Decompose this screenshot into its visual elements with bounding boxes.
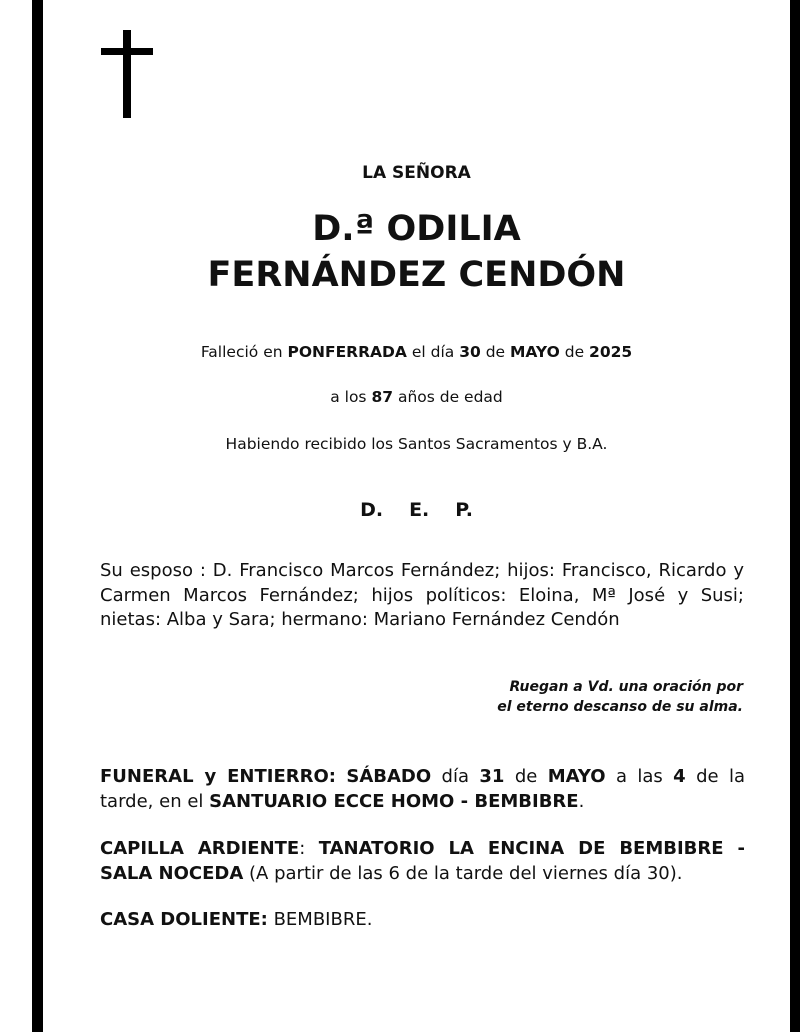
deceased-name-line1: D.ª ODILIA bbox=[312, 209, 521, 249]
prayer-request: Ruegan a Vd. una oración por el eterno descanso de su alma. bbox=[497, 679, 743, 715]
header-label: LA SEÑORA bbox=[362, 163, 471, 183]
family-list: Su esposo : D. Francisco Marcos Fernández; hijos: Francisco, Ricardo y Carmen Marcos Fernández; hijos políticos: Eloina, Mª José y Susi; nietas: Alba y Sara; hermano: Mariano Fernández Cendón bbox=[100, 560, 744, 630]
dep-initials: D. E. P. bbox=[360, 499, 473, 521]
mourning-house: CASA DOLIENTE: BEMBIBRE. bbox=[100, 909, 373, 930]
sacraments-line: Habiendo recibido los Santos Sacramentos y B.A. bbox=[225, 435, 608, 453]
left-border bbox=[32, 0, 43, 1032]
deceased-name-line2: FERNÁNDEZ CENDÓN bbox=[207, 255, 626, 295]
right-border bbox=[790, 0, 800, 1032]
cross-icon bbox=[101, 30, 153, 120]
funeral-details: FUNERAL y ENTIERRO: SÁBADO día 31 de MAYO a las 4 de la tarde, en el SANTUARIO ECCE HOMO - BEMBIBRE. bbox=[100, 766, 746, 812]
death-announcement: Falleció en PONFERRADA el día 30 de MAYO de 2025 bbox=[200, 343, 633, 361]
age-line: a los 87 años de edad bbox=[330, 388, 503, 406]
chapel-details: CAPILLA ARDIENTE: TANATORIO LA ENCINA DE BEMBIBRE - SALA NOCEDA (A partir de las 6 de la tarde del viernes día 30). bbox=[100, 838, 745, 884]
